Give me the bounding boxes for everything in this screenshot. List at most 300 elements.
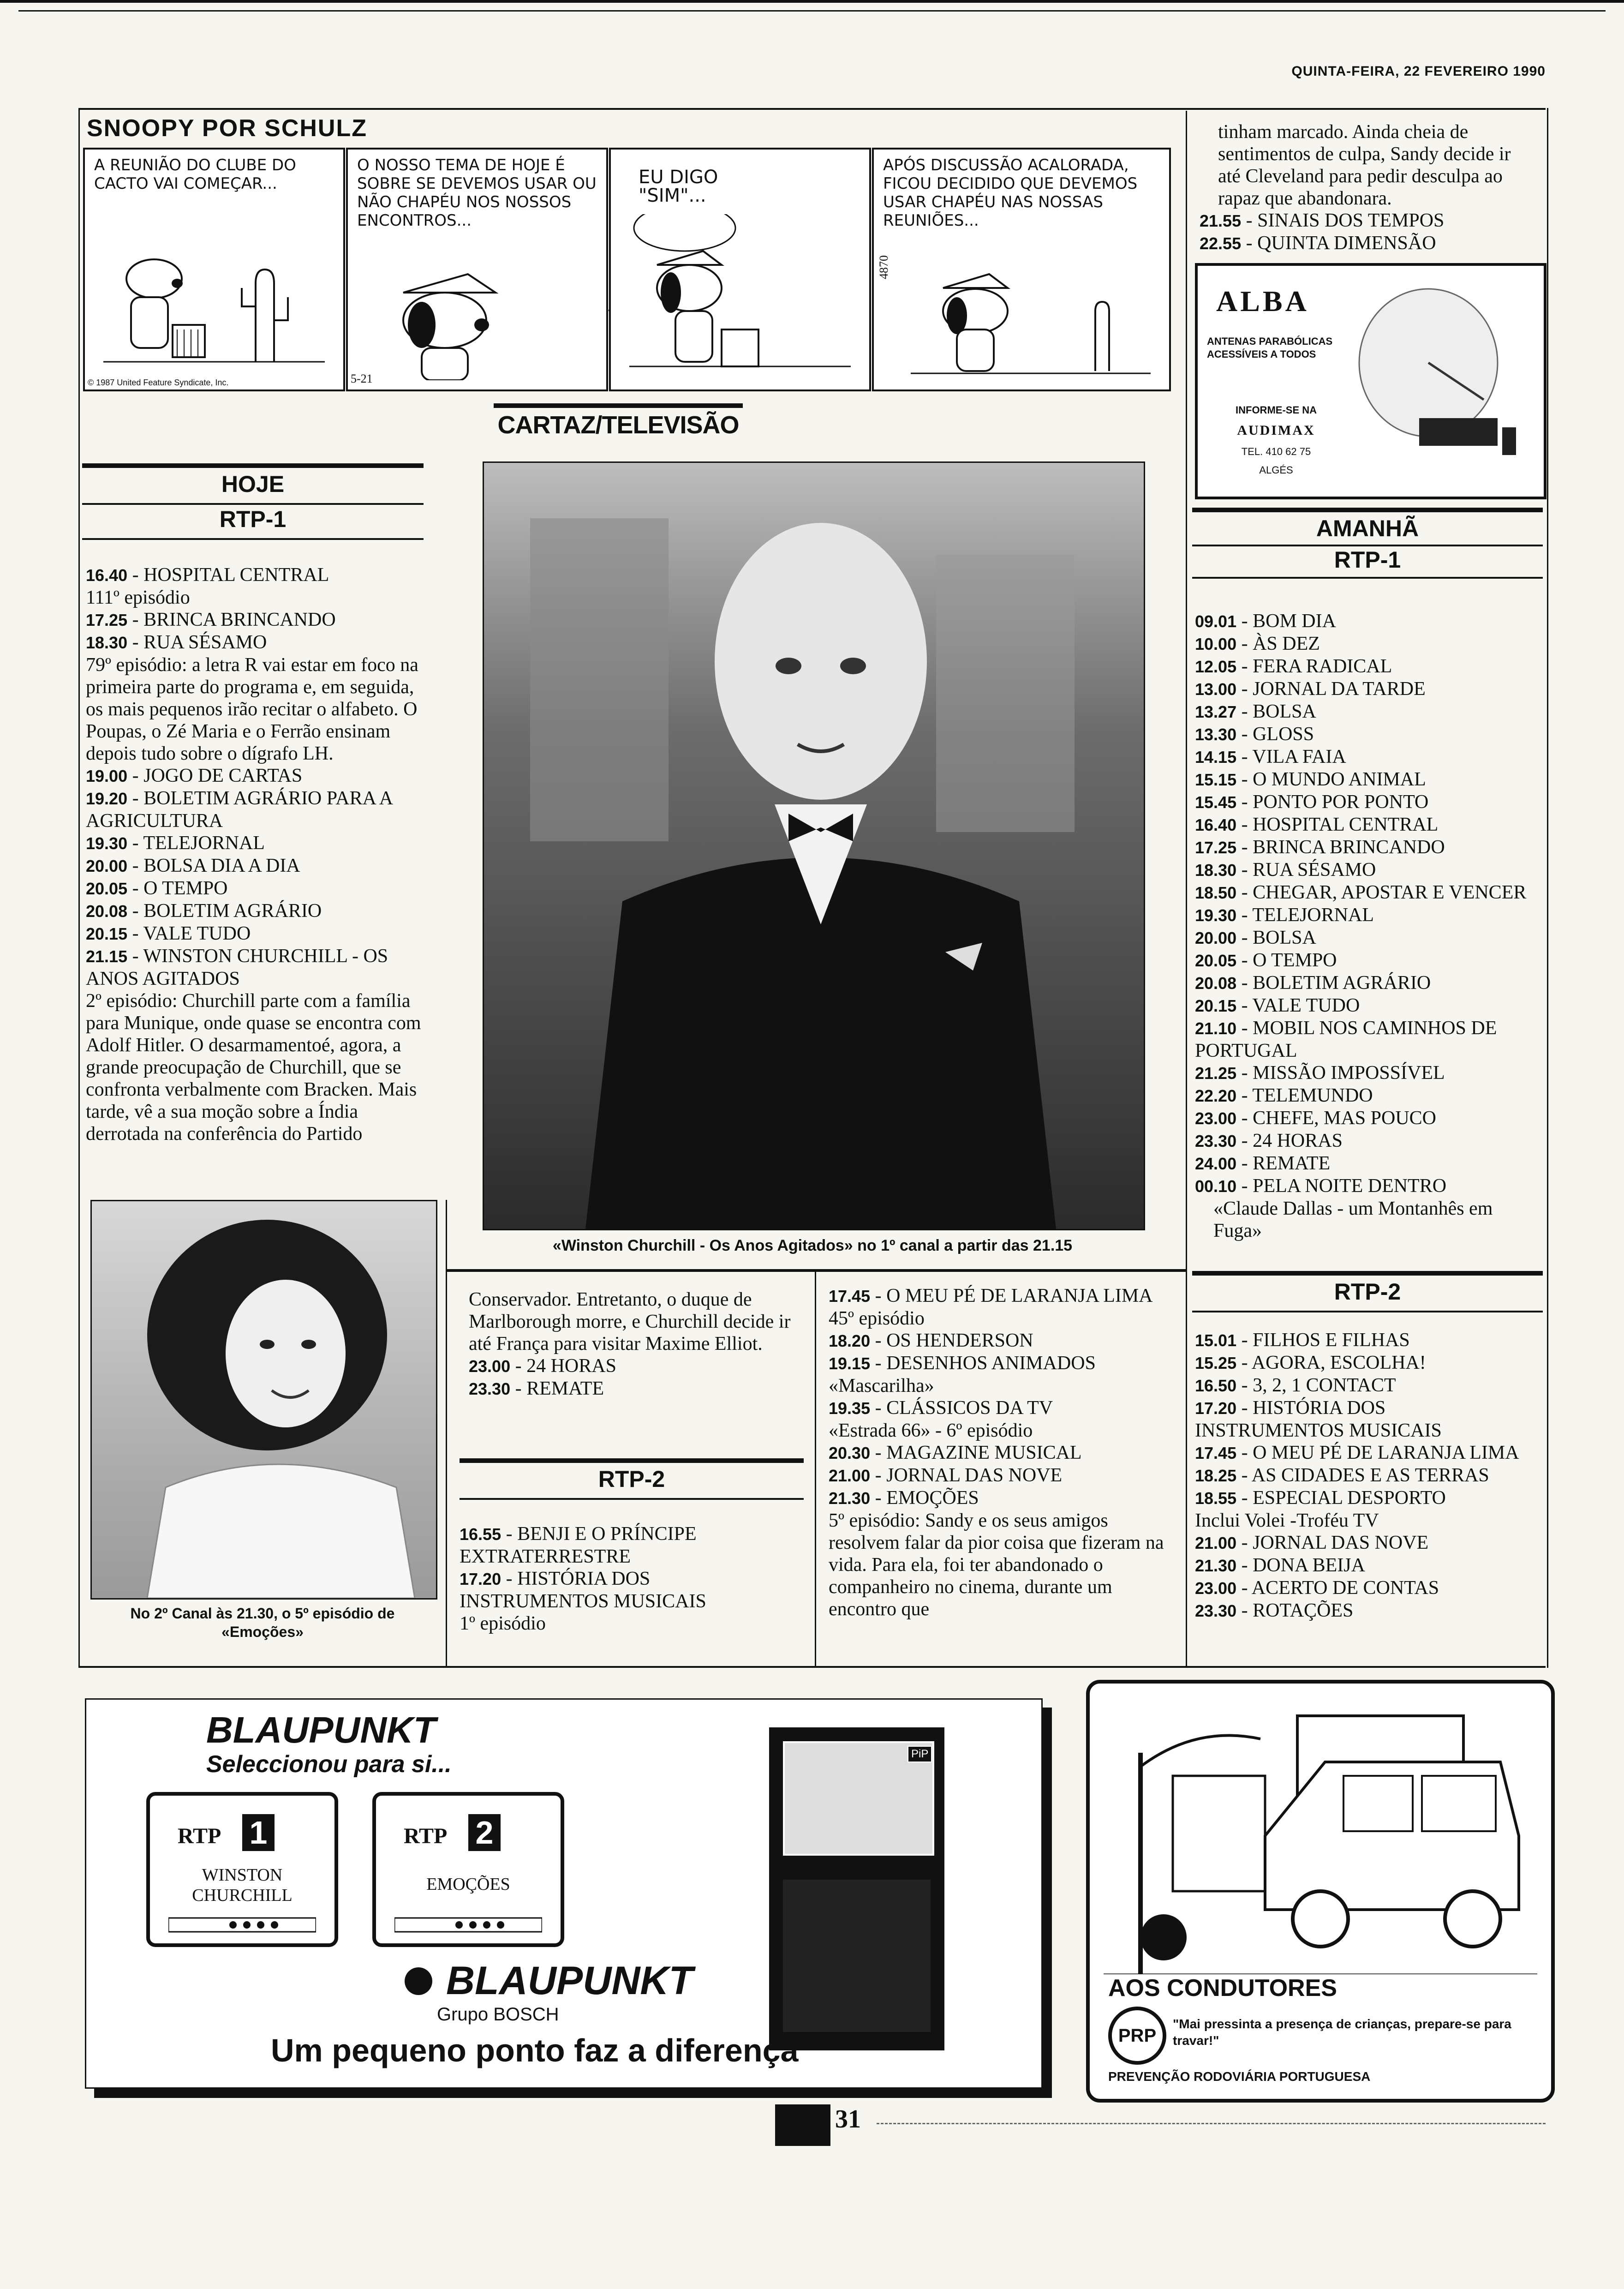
program-entry xyxy=(1195,859,1536,881)
divider-v3 xyxy=(1186,111,1187,1666)
program-entry xyxy=(829,1442,1175,1464)
program-time: 18.20 xyxy=(829,1331,871,1350)
program-title: SINAIS DOS TEMPOS xyxy=(1257,210,1445,231)
program-time: 13.30 xyxy=(1195,725,1237,744)
section-title: CARTAZ/TELEVISÃO xyxy=(497,411,739,439)
churchill-figure-icon xyxy=(484,463,1144,1229)
amanha-heading: AMANHÃ xyxy=(1316,515,1419,541)
time-separator: - xyxy=(127,900,144,922)
program-time: 16.50 xyxy=(1195,1376,1237,1395)
program-entry xyxy=(1195,814,1536,836)
program-time: 21.25 xyxy=(1195,1064,1237,1083)
prp-logo: PRP xyxy=(1108,2007,1166,2065)
program-time: 19.30 xyxy=(86,834,128,853)
time-separator: - xyxy=(127,765,144,786)
program-description: 5º episódio: Sandy e os seus amigos resolvem falar da pior coisa que fizeram na vida. Para ela, foi ter abandonado o companheiro no cinema, durante um encontro que xyxy=(829,1510,1164,1620)
hoje-rtp1-list xyxy=(86,564,427,1145)
program-time: 16.55 xyxy=(460,1525,502,1544)
program-entry xyxy=(1195,746,1536,768)
program-title: JOGO DE CARTAS xyxy=(143,765,303,786)
issue-date: QUINTA-FEIRA, 22 FEVEREIRO 1990 xyxy=(1291,64,1546,79)
program-time: 17.25 xyxy=(1195,838,1237,857)
tv2-controls-icon xyxy=(394,1916,542,1934)
alba-ad[interactable] xyxy=(1195,263,1546,499)
program-entry xyxy=(86,923,427,945)
program-time: 22.20 xyxy=(1195,1086,1237,1105)
program-time: 15.45 xyxy=(1195,793,1237,812)
time-separator: - xyxy=(1236,678,1253,700)
program-title: CLÁSSICOS DA TV xyxy=(886,1397,1053,1419)
alba-tel: TEL. 410 62 75 xyxy=(1241,446,1311,457)
program-entry xyxy=(1195,972,1536,995)
program-entry xyxy=(86,631,427,654)
tv2-channel: RTP xyxy=(404,1824,448,1848)
program-time: 19.15 xyxy=(829,1354,871,1373)
time-separator: - xyxy=(127,833,143,854)
time-separator: - xyxy=(1236,633,1253,654)
program-title: CHEFE, MAS POUCO xyxy=(1253,1108,1437,1129)
time-separator: - xyxy=(501,1568,518,1589)
big-tv-icon xyxy=(769,1727,944,2050)
amanha-rtp2-rule xyxy=(1192,1271,1543,1276)
alba-place: ALGÉS xyxy=(1259,464,1293,476)
program-entry xyxy=(829,1464,1175,1487)
program-title: JORNAL DAS NOVE xyxy=(886,1465,1063,1486)
program-time: 23.00 xyxy=(469,1357,511,1376)
program-title: 24 HORAS xyxy=(1253,1130,1343,1151)
time-separator: - xyxy=(127,878,144,899)
program-title: BOLETIM AGRÁRIO PARA A AGRICULTURA xyxy=(86,788,392,832)
hoje-rtp2-heading: RTP-2 xyxy=(598,1466,665,1492)
time-separator: - xyxy=(1236,1397,1253,1419)
program-time: 21.30 xyxy=(1195,1556,1237,1575)
blaupunkt-logo: BLAUPUNKT xyxy=(446,1959,693,2003)
program-entry xyxy=(460,1568,804,1612)
program-time: 18.25 xyxy=(1195,1466,1237,1485)
program-time: 18.50 xyxy=(1195,883,1237,902)
comic-text-2: O NOSSO TEMA DE HOJE É SOBRE SE DEVEMOS USAR OU NÃO CHAPÉU NOS NOSSOS ENCONTROS... xyxy=(357,156,597,230)
hoje-rtp2-more-list xyxy=(829,1285,1175,1620)
program-description: «Mascarilha» xyxy=(829,1375,934,1396)
program-entry xyxy=(86,609,427,631)
alba-tagline: ANTENAS PARABÓLICAS ACESSÍVEIS A TODOS xyxy=(1207,336,1333,360)
program-title: EMOÇÕES xyxy=(886,1487,979,1509)
time-separator: - xyxy=(510,1378,527,1399)
program-title: BOLSA xyxy=(1253,927,1316,948)
actress-figure-icon xyxy=(92,1201,436,1598)
time-separator: - xyxy=(1236,1555,1253,1576)
program-entry xyxy=(1195,768,1536,791)
program-title: CHEGAR, APOSTAR E VENCER xyxy=(1253,882,1527,903)
time-separator: - xyxy=(1236,1487,1253,1509)
time-separator: - xyxy=(870,1285,887,1306)
program-title: HISTÓRIA DOS INSTRUMENTOS MUSICAIS xyxy=(1195,1397,1442,1441)
blaupunkt-ad[interactable] xyxy=(85,1698,1043,2089)
churchill-photo xyxy=(483,461,1145,1230)
time-separator: - xyxy=(1236,1330,1253,1351)
program-time: 19.00 xyxy=(86,767,128,785)
program-entry xyxy=(86,877,427,900)
time-separator: - xyxy=(1236,1577,1252,1599)
program-title: WINSTON CHURCHILL - OS ANOS AGITADOS xyxy=(86,946,388,989)
time-separator: - xyxy=(1236,1532,1253,1553)
comic-strip xyxy=(83,111,1172,397)
program-entry xyxy=(1195,723,1536,746)
program-time: 22.55 xyxy=(1200,234,1242,253)
program-entry xyxy=(86,765,427,787)
program-time: 16.40 xyxy=(86,566,128,585)
hoje-rtp2-cont xyxy=(1200,121,1532,255)
hoje-bottom-rule xyxy=(82,538,424,540)
program-entry xyxy=(1195,1554,1536,1577)
program-title: BOLSA xyxy=(1253,701,1316,722)
time-separator: - xyxy=(870,1442,887,1463)
program-title: VALE TUDO xyxy=(143,923,251,944)
alba-store: AUDIMAX xyxy=(1237,423,1315,438)
program-title: TELEJORNAL xyxy=(143,833,265,854)
time-separator: - xyxy=(1236,1352,1252,1373)
content-bottom-rule xyxy=(78,1666,1546,1668)
program-entry xyxy=(86,832,427,855)
time-separator: - xyxy=(1236,995,1253,1016)
program-time: 13.00 xyxy=(1195,680,1237,699)
emocoes-cont-text: tinham marcado. Ainda cheia de sentimentos de culpa, Sandy decide ir até Cleveland para pedir desculpa ao rapaz que abandonara. xyxy=(1218,121,1511,209)
program-time: 17.20 xyxy=(1195,1399,1237,1418)
divider-v2 xyxy=(815,1269,816,1666)
program-time: 21.00 xyxy=(1195,1534,1237,1552)
tv1-channel: RTP xyxy=(178,1824,221,1848)
program-entry xyxy=(1195,633,1536,655)
car-child-ball-icon xyxy=(1104,1697,1537,1974)
blaupunkt-group: Grupo BOSCH xyxy=(437,2004,559,2025)
emocoes-photo xyxy=(90,1200,437,1600)
time-separator: - xyxy=(127,632,144,653)
program-title: BOLETIM AGRÁRIO xyxy=(1253,972,1431,994)
program-entry xyxy=(86,564,427,587)
program-description: 45º episódio xyxy=(829,1308,925,1329)
program-title: O MEU PÉ DE LARANJA LIMA xyxy=(886,1285,1153,1306)
time-separator: - xyxy=(510,1355,527,1377)
program-entry xyxy=(829,1330,1175,1352)
program-entry xyxy=(829,1285,1175,1307)
road-safety-ad[interactable] xyxy=(1086,1680,1555,2103)
time-separator: - xyxy=(1236,1375,1253,1396)
program-time: 20.30 xyxy=(829,1444,871,1462)
program-time: 20.15 xyxy=(86,924,128,943)
program-time: 17.45 xyxy=(829,1287,871,1306)
amanha-channel: RTP-1 xyxy=(1334,547,1401,573)
program-entry xyxy=(1195,1352,1536,1374)
program-title: JORNAL DAS NOVE xyxy=(1253,1532,1429,1553)
comic-text-1: A REUNIÃO DO CLUBE DO CACTO VAI COMEÇAR... xyxy=(94,156,296,193)
program-entry xyxy=(1195,949,1536,972)
time-separator: - xyxy=(1236,1085,1253,1106)
program-title: MISSÃO IMPOSSÍVEL xyxy=(1253,1062,1445,1084)
program-entry xyxy=(1195,610,1536,633)
program-time: 09.01 xyxy=(1195,612,1237,631)
program-title: HOSPITAL CENTRAL xyxy=(1253,814,1439,835)
time-separator: - xyxy=(1236,927,1253,948)
amanha-top-rule xyxy=(1192,508,1543,512)
program-entry xyxy=(829,1487,1175,1510)
program-time: 20.08 xyxy=(1195,974,1237,993)
program-title: VALE TUDO xyxy=(1252,995,1360,1016)
program-time: 19.35 xyxy=(829,1399,871,1418)
blaupunkt-slogan: Um pequeno ponto faz a diferença xyxy=(271,2032,799,2068)
program-title: ACERTO DE CONTAS xyxy=(1251,1577,1439,1599)
program-entry xyxy=(1195,791,1536,814)
program-entry xyxy=(1195,701,1536,723)
program-time: 23.30 xyxy=(469,1379,511,1398)
desporto-description: Inclui Volei -Troféu TV xyxy=(1195,1510,1379,1531)
program-entry xyxy=(1195,904,1536,927)
program-title: BENJI E O PRÍNCIPE EXTRATERRESTRE xyxy=(460,1523,697,1567)
time-separator: - xyxy=(1236,837,1253,858)
snoopy-hat-icon xyxy=(376,265,579,380)
program-entry xyxy=(1195,1532,1536,1554)
program-time: 00.10 xyxy=(1195,1177,1237,1196)
program-time: 17.25 xyxy=(86,611,128,629)
time-separator: - xyxy=(870,1330,887,1351)
comic-panel-2 xyxy=(346,148,608,391)
time-separator: - xyxy=(1236,1465,1252,1486)
comic-text-3: EU DIGO "SIM"... xyxy=(639,167,718,206)
program-entry xyxy=(829,1352,1175,1375)
program-time: 18.30 xyxy=(86,633,128,652)
small-photo-caption: No 2º Canal às 21.30, o 5º episódio de «Emoções» xyxy=(130,1605,395,1640)
footer-dashed-rule xyxy=(877,2123,1546,2124)
time-separator: - xyxy=(1236,1153,1253,1174)
program-entry xyxy=(829,1397,1175,1420)
hoje-continued xyxy=(469,1288,801,1400)
program-description: 2º episódio: Churchill parte com a família para Munique, onde quase se encontra com Adolf Hitler. O desarmamentoé, agora, a grande preocupação de Churchill, que se confronta verbalmente com Bracken. Mais tarde, vê a sua moção sobre a Índia derrotada na conferência do Partido xyxy=(86,990,421,1144)
tv-set-2 xyxy=(372,1792,564,1947)
hoje-rtp2-rule xyxy=(460,1458,804,1463)
program-time: 23.00 xyxy=(1195,1579,1237,1598)
program-description: 79º episódio: a letra R vai estar em foco na primeira parte do programa e, em seguida, os mais pequenos irão recitar o alfabeto. O Poupas, o Zé Maria e o Ferrão ensinam depois tudo sobre o dígrafo LH. xyxy=(86,654,418,764)
comic-panel-1 xyxy=(83,148,345,391)
page-number: 31 xyxy=(835,2105,861,2133)
program-time: 20.08 xyxy=(86,902,128,921)
program-title: BOLSA DIA A DIA xyxy=(143,855,300,876)
program-title: FILHOS E FILHAS xyxy=(1253,1330,1410,1351)
safety-message: "Mai pressinta a presença de crianças, prepare-se para travar!" xyxy=(1173,2017,1511,2048)
program-time: 21.10 xyxy=(1195,1019,1237,1038)
program-title: VILA FAIA xyxy=(1252,746,1346,767)
hoje-rtp2-list xyxy=(460,1523,804,1635)
hoje-heading: HOJE xyxy=(221,471,285,497)
program-title: GLOSS xyxy=(1253,724,1314,745)
tv-set-1 xyxy=(146,1792,338,1947)
program-title: RUA SÉSAMO xyxy=(143,632,267,653)
program-entry xyxy=(460,1523,804,1568)
comic-panel-4 xyxy=(872,148,1171,391)
program-time: 20.15 xyxy=(1195,996,1237,1015)
program-entry xyxy=(86,787,427,832)
program-entry xyxy=(1195,1442,1536,1464)
program-title: BOM DIA xyxy=(1253,611,1336,632)
time-separator: - xyxy=(127,923,143,944)
amanha-rtp2-list xyxy=(1195,1329,1536,1622)
comic-code: 4870 xyxy=(877,255,890,279)
program-title: RUA SÉSAMO xyxy=(1253,859,1376,881)
program-title: ROTAÇÕES xyxy=(1253,1600,1354,1621)
section-title-rule xyxy=(494,403,743,408)
program-entry xyxy=(1195,881,1536,904)
amanha-rtp1-list xyxy=(1195,610,1536,1242)
program-time: 12.05 xyxy=(1195,657,1237,676)
comic-copyright: © 1987 United Feature Syndicate, Inc. xyxy=(88,378,229,387)
program-title: AGORA, ESCOLHA! xyxy=(1251,1352,1426,1373)
time-separator: - xyxy=(1236,859,1253,881)
time-separator: - xyxy=(1236,656,1253,677)
time-separator: - xyxy=(1236,769,1253,790)
program-time: 21.00 xyxy=(829,1466,871,1485)
program-description: 1º episódio xyxy=(460,1613,546,1634)
time-separator: - xyxy=(1236,1018,1253,1039)
program-time: 23.30 xyxy=(1195,1132,1237,1150)
time-separator: - xyxy=(127,855,144,876)
time-separator: - xyxy=(127,946,143,967)
program-entry xyxy=(1195,1130,1536,1152)
program-title: PONTO POR PONTO xyxy=(1253,791,1429,813)
program-title: 24 HORAS xyxy=(526,1355,616,1377)
program-entry xyxy=(1195,1107,1536,1130)
program-time: 23.00 xyxy=(1195,1109,1237,1128)
time-separator: - xyxy=(1236,1108,1253,1129)
time-separator: - xyxy=(1241,210,1258,231)
program-time: 20.00 xyxy=(1195,929,1237,947)
blaupunkt-brand: BLAUPUNKT xyxy=(206,1709,436,1750)
program-time: 13.27 xyxy=(1195,702,1237,721)
pela-noite-desc: «Claude Dallas - um Montanhês em Fuga» xyxy=(1213,1198,1493,1241)
top-thin-rule xyxy=(18,10,1606,12)
program-entry xyxy=(1200,232,1532,255)
program-entry xyxy=(1195,1017,1536,1062)
program-entry xyxy=(1195,995,1536,1017)
amanha-rtp2-bottom-rule xyxy=(1192,1311,1543,1312)
time-separator: - xyxy=(870,1487,887,1509)
program-entry xyxy=(1195,1600,1536,1622)
program-time: 19.20 xyxy=(86,789,128,808)
program-entry xyxy=(86,945,427,990)
program-time: 15.01 xyxy=(1195,1331,1237,1350)
program-time: 15.25 xyxy=(1195,1354,1237,1372)
comic-text-4: APÓS DISCUSSÃO ACALORADA, FICOU DECIDIDO QUE DEVEMOS USAR CHAPÉU NAS NOSSAS REUNIÕES... xyxy=(883,156,1138,230)
program-title: REMATE xyxy=(526,1378,604,1399)
time-separator: - xyxy=(501,1523,518,1545)
safety-title: AOS CONDUTORES xyxy=(1108,1975,1337,2001)
program-entry xyxy=(1195,1397,1536,1442)
program-title: REMATE xyxy=(1253,1153,1331,1174)
program-title: BRINCA BRINCANDO xyxy=(1253,837,1445,858)
time-separator: - xyxy=(127,788,144,809)
time-separator: - xyxy=(1236,611,1253,632)
program-time: 21.30 xyxy=(829,1489,871,1508)
blaupunkt-headline: Seleccionou para si... xyxy=(206,1751,452,1778)
program-time: 24.00 xyxy=(1195,1154,1237,1173)
time-separator: - xyxy=(870,1397,887,1419)
safety-org: PREVENÇÃO RODOVIÁRIA PORTUGUESA xyxy=(1108,2069,1371,2084)
program-entry xyxy=(1200,210,1532,232)
time-separator: - xyxy=(1236,882,1253,903)
program-entry xyxy=(1195,836,1536,859)
snoopy-speaking-icon xyxy=(629,214,851,380)
amanha-rtp2-heading: RTP-2 xyxy=(1334,1279,1401,1305)
big-tv-cabinet xyxy=(783,1880,931,2032)
program-title: FERA RADICAL xyxy=(1253,656,1392,677)
program-title: TELEMUNDO xyxy=(1252,1085,1373,1106)
program-entry xyxy=(1195,1329,1536,1352)
program-time: 23.30 xyxy=(1195,1601,1237,1620)
program-time: 15.15 xyxy=(1195,770,1237,789)
blaupunkt-dot-icon xyxy=(405,1967,432,1995)
program-description: «Estrada 66» - 6º episódio xyxy=(829,1420,1033,1441)
hoje-channel: RTP-1 xyxy=(219,506,287,532)
main-photo-caption: «Winston Churchill - Os Anos Agitados» no 1º canal a partir das 21.15 xyxy=(552,1237,1073,1254)
program-time: 18.55 xyxy=(1195,1489,1237,1508)
program-entry xyxy=(1195,655,1536,678)
alba-brand: ALBA xyxy=(1216,285,1309,318)
tv1-program: WINSTON CHURCHILL xyxy=(192,1865,293,1905)
time-separator: - xyxy=(1236,905,1253,926)
time-separator: - xyxy=(1236,814,1253,835)
program-title: QUINTA DIMENSÃO xyxy=(1257,233,1436,254)
comic-date-mark: 5-21 xyxy=(351,372,373,385)
program-title: MAGAZINE MUSICAL xyxy=(886,1442,1082,1463)
program-entry xyxy=(469,1355,801,1378)
program-entry xyxy=(1195,1464,1536,1487)
time-separator: - xyxy=(1236,1062,1253,1084)
time-separator: - xyxy=(1236,1130,1253,1151)
program-time: 21.15 xyxy=(86,947,128,966)
program-description: 111º episódio xyxy=(86,587,190,608)
amanha-bottom-rule xyxy=(1192,577,1543,579)
snoopy-cactus-icon xyxy=(103,228,325,376)
program-title: DONA BEIJA xyxy=(1253,1555,1365,1576)
program-title: BRINCA BRINCANDO xyxy=(143,609,336,630)
hoje-rtp2-bottom-rule xyxy=(460,1498,804,1500)
program-entry xyxy=(1195,1577,1536,1600)
program-time: 20.00 xyxy=(86,857,128,875)
time-separator: - xyxy=(870,1465,887,1486)
time-separator: - xyxy=(1241,233,1258,254)
program-time: 21.55 xyxy=(1200,211,1242,230)
comic-title: SNOOPY POR SCHULZ xyxy=(87,115,368,142)
program-title: DESENHOS ANIMADOS xyxy=(886,1353,1096,1374)
tv1-controls-icon xyxy=(168,1916,316,1934)
program-title: 3, 2, 1 CONTACT xyxy=(1253,1375,1396,1396)
program-title: HISTÓRIA DOS INSTRUMENTOS MUSICAIS xyxy=(460,1568,706,1612)
program-time: 20.05 xyxy=(86,879,128,898)
program-title: O MUNDO ANIMAL xyxy=(1253,769,1426,790)
program-time: 17.20 xyxy=(460,1570,502,1588)
time-separator: - xyxy=(1236,724,1253,745)
time-separator: - xyxy=(1236,1600,1253,1621)
program-title: MOBIL NOS CAMINHOS DE PORTUGAL xyxy=(1195,1018,1497,1061)
program-time: 17.45 xyxy=(1195,1444,1237,1462)
program-entry xyxy=(1195,1085,1536,1107)
program-title: JORNAL DA TARDE xyxy=(1253,678,1426,700)
top-edge-rule xyxy=(0,0,1624,3)
time-separator: - xyxy=(1236,746,1253,767)
pip-badge: PiP xyxy=(908,1746,932,1762)
time-separator: - xyxy=(1236,1442,1253,1463)
hoje-mid-rule xyxy=(82,503,424,505)
program-title: HOSPITAL CENTRAL xyxy=(143,564,329,586)
program-time: 20.05 xyxy=(1195,951,1237,970)
time-separator: - xyxy=(1236,1175,1253,1197)
